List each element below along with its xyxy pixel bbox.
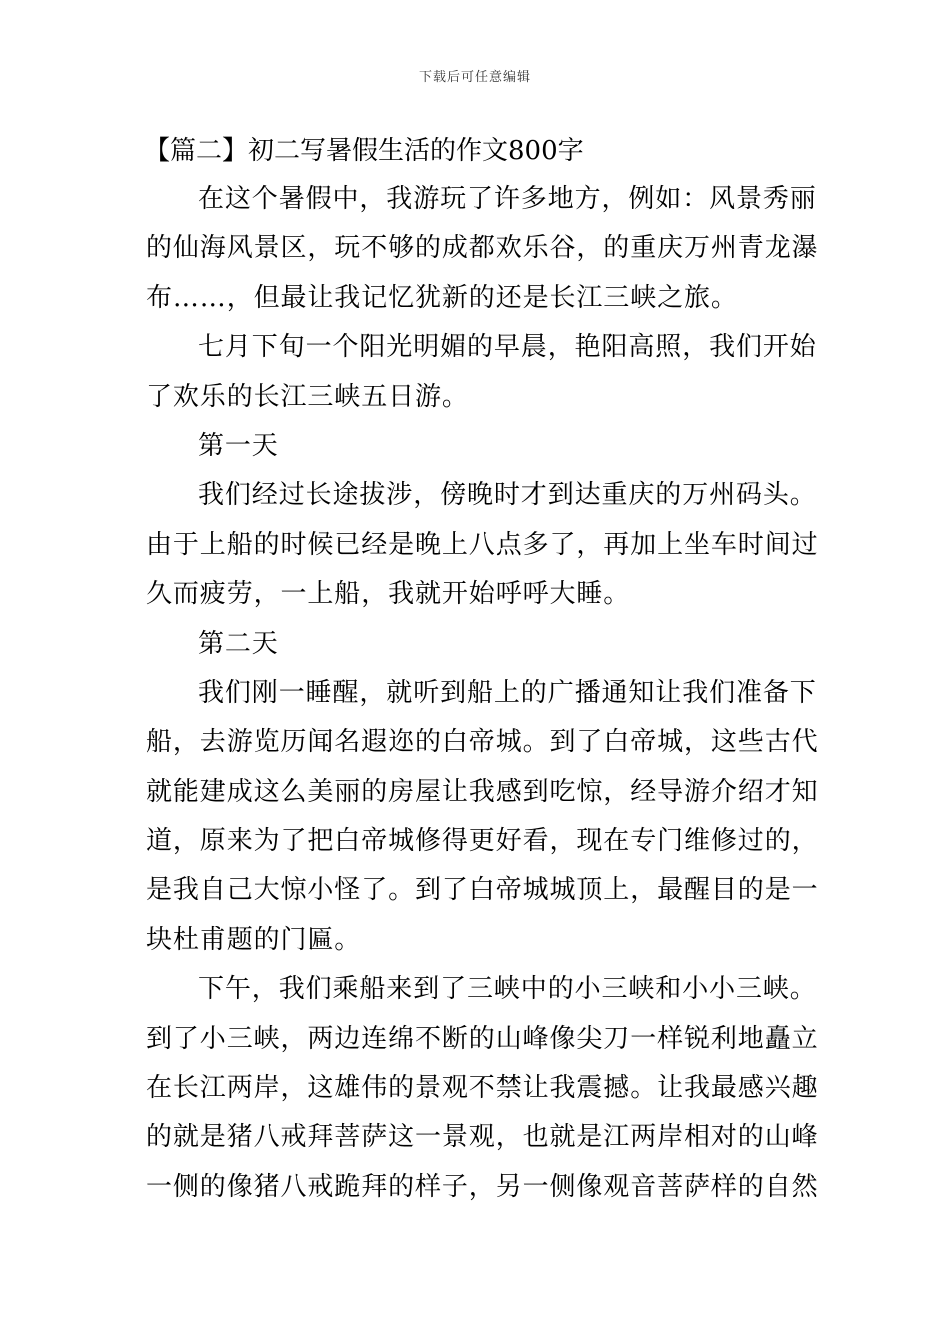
text-line: 在长江两岸，这雄伟的景观不禁让我震撼。让我最感兴趣: [146, 1073, 819, 1104]
text-line: 布……，但最让我记忆犹新的还是长江三峡之旅。: [146, 282, 738, 313]
text-lines: [146, 175, 819, 1212]
document-body: [144, 127, 819, 1212]
text-line: 的就是猪八戒拜菩萨这一景观，也就是江两岸相对的山峰: [146, 1122, 819, 1153]
text-line: 了欢乐的长江三峡五日游。: [146, 381, 469, 412]
page-header: 下载后可任意编辑: [418, 70, 531, 85]
text-line: 我们刚一睡醒，就听到船上的广播通知让我们准备下: [198, 677, 817, 708]
text-line: 下午，我们乘船来到了三峡中的小三峡和小小三峡。: [198, 974, 817, 1005]
text-line: 是我自己大惊小怪了。到了白帝城城顶上，最醒目的是一: [146, 875, 819, 906]
text-line: 第一天: [198, 430, 279, 461]
text-line: 的仙海风景区，玩不够的成都欢乐谷，的重庆万州青龙瀑: [146, 233, 819, 264]
text-line: 到了小三峡，两边连绵不断的山峰像尖刀一样锐利地矗立: [146, 1023, 819, 1054]
text-line: 就能建成这么美丽的房屋让我感到吃惊，经导游介绍才知: [146, 776, 819, 807]
text-line: 我们经过长途拔涉，傍晚时才到达重庆的万州码头。: [198, 480, 817, 511]
text-line: 久而疲劳，一上船，我就开始呼呼大睡。: [146, 579, 631, 610]
text-line: 船，去游览历闻名遐迩的白帝城。到了白帝城，这些古代: [146, 727, 819, 758]
text-line: 第二天: [198, 628, 279, 659]
text-line: 在这个暑假中，我游玩了许多地方，例如：风景秀丽: [198, 184, 817, 214]
text-line: 道，原来为了把白帝城修得更好看，现在专门维修过的，: [146, 826, 819, 857]
text-line: 由于上船的时候已经是晚上八点多了，再加上坐车时间过: [146, 529, 819, 560]
text-line: 七月下旬一个阳光明媚的早晨，艳阳高照，我们开始: [198, 332, 817, 363]
text-line: 块杜甫题的门匾。: [146, 924, 362, 955]
text-line: 一侧的像猪八戒跪拜的样子，另一侧像观音菩萨样的自然: [146, 1171, 819, 1202]
document-title: 【篇二】初二写暑假生活的作文800字: [144, 136, 584, 166]
